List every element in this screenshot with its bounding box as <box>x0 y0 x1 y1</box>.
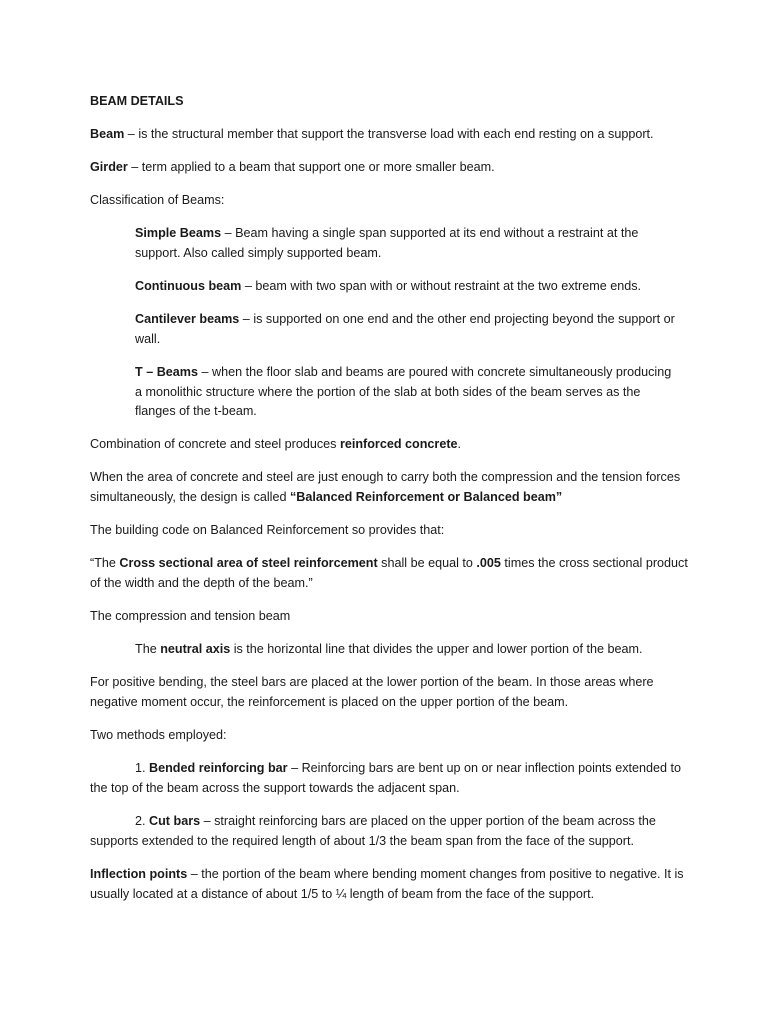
combination-paragraph: Combination of concrete and steel produces reinforced concrete. <box>90 437 462 451</box>
building-code-paragraph: The building code on Balanced Reinforcement so provides that: <box>90 523 445 537</box>
beam-definition: Beam – is the structural member that support the transverse load with each end resting on a support. <box>90 127 654 141</box>
cantilever-beams-definition: Cantilever beams – is supported on one end and the other end projecting beyond the support or wall. <box>135 312 675 346</box>
neutral-axis-paragraph: The neutral axis is the horizontal line that divides the upper and lower portion of the beam. <box>135 642 643 656</box>
code-quote: “The Cross sectional area of steel reinforcement shall be equal to .005 times the cross sectional product of the width and the depth of the beam.” <box>90 556 688 590</box>
methods-heading: Two methods employed: <box>90 728 227 742</box>
doc-title: BEAM DETAILS <box>90 94 184 108</box>
method-2-paragraph: 2. Cut bars – straight reinforcing bars are placed on the upper portion of the beam across the supports extended to the required length of about 1/3 the beam span from the face of the support. <box>90 814 656 848</box>
girder-definition: Girder – term applied to a beam that support one or more smaller beam. <box>90 160 495 174</box>
compression-tension-heading: The compression and tension beam <box>90 609 291 623</box>
inflection-points-paragraph: Inflection points – the portion of the beam where bending moment changes from positive to negative. It is usually located at a distance of about 1/5 to ¼ length of beam from the face of the support. <box>90 867 684 901</box>
balanced-paragraph: When the area of concrete and steel are just enough to carry both the compression and the tension forces simultaneously, the design is called “Balanced Reinforcement or Balanced beam” <box>90 470 681 504</box>
classification-heading: Classification of Beams: <box>90 193 225 207</box>
positive-bending-paragraph: For positive bending, the steel bars are placed at the lower portion of the beam. In those areas where negative moment occur, the reinforcement is placed on the upper portion of the beam. <box>90 675 654 709</box>
method-1-paragraph: 1. Bended reinforcing bar – Reinforcing bars are bent up on or near inflection points extended to the top of the beam across the support towards the adjacent span. <box>90 761 682 795</box>
continuous-beam-definition: Continuous beam – beam with two span with or without restraint at the two extreme ends. <box>135 279 642 293</box>
simple-beams-definition: Simple Beams – Beam having a single span supported at its end without a restraint at the support. Also called simply supported beam. <box>135 226 639 260</box>
t-beams-definition: T – Beams – when the floor slab and beams are poured with concrete simultaneously producing a monolithic structure where the portion of the slab at both sides of the beam serves as the flanges of the t-beam. <box>135 365 672 418</box>
